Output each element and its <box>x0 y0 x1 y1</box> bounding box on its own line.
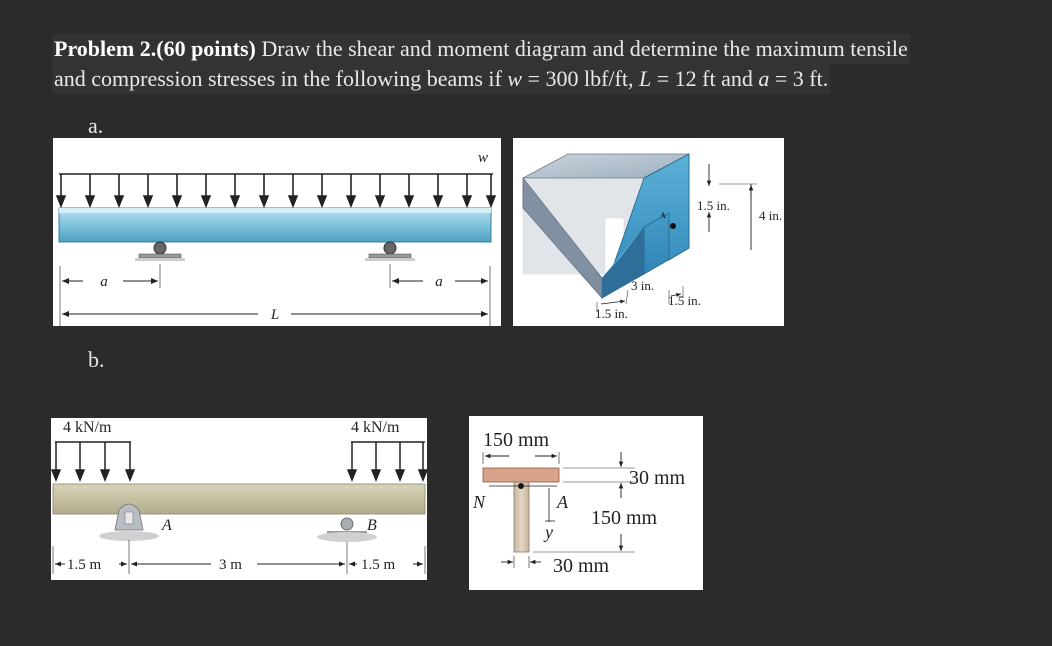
part-a-label: a. <box>88 113 104 138</box>
value-L: = 12 ft and <box>651 66 759 91</box>
dim-flange-thickness: 30 mm <box>629 467 686 489</box>
centroid-y-label: y <box>545 522 553 542</box>
figure-a-section <box>513 138 784 326</box>
figure-b-section <box>469 416 703 590</box>
dim-a-right: a <box>435 274 443 290</box>
roller-support-right <box>365 242 415 261</box>
load-left-label: 4 kN/m <box>63 419 112 436</box>
dim-web-thickness: 30 mm <box>553 555 610 577</box>
dim-height: 4 in. <box>759 208 783 223</box>
figure-b-beam <box>51 418 427 580</box>
dim-b-left: 1.5 m <box>67 557 102 573</box>
dim-b-right: 1.5 m <box>361 557 396 573</box>
load-arrows-right <box>348 442 427 480</box>
problem-statement <box>52 34 992 94</box>
support-A-label: A <box>162 517 172 534</box>
problem-line1-text: Draw the shear and moment diagram and determine the maximum tensile <box>255 36 908 61</box>
var-L: L <box>638 66 652 91</box>
part-b-label: b. <box>88 347 105 372</box>
problem-points: (60 points) <box>156 36 256 61</box>
dim-L: L <box>270 307 280 323</box>
roller-support-left <box>135 242 185 261</box>
problem-line-2 <box>52 64 830 94</box>
value-w: = 300 lbf/ft, <box>522 66 639 91</box>
beam-a <box>59 208 491 242</box>
dim-a-left: a <box>100 274 108 290</box>
var-a: a <box>758 66 770 91</box>
problem-line2-text: and compression stresses in the following beams if <box>54 66 508 91</box>
dim-top-flange: 1.5 in. <box>697 198 730 213</box>
dim-left-web: 1.5 in. <box>595 306 628 321</box>
problem-line-1 <box>52 34 910 64</box>
dim-slot: 3 in. <box>631 278 655 293</box>
dim-web-height: 150 mm <box>591 507 658 529</box>
problem-title: Problem 2. <box>54 36 157 61</box>
point-A-label: A <box>660 211 666 220</box>
value-a: = 3 ft. <box>769 66 829 91</box>
dim-b-mid: 3 m <box>219 557 242 573</box>
dim-right-web: 1.5 in. <box>668 293 701 308</box>
channel-section-3d <box>523 154 689 298</box>
neutral-axis-A: A <box>557 492 568 512</box>
support-B-label: B <box>367 517 377 534</box>
neutral-axis-N: N <box>473 492 486 512</box>
load-arrows-left <box>52 442 134 480</box>
figure-a-beam <box>53 138 501 326</box>
load-w-label: w <box>478 150 489 166</box>
var-w: w <box>507 66 523 91</box>
load-right-label: 4 kN/m <box>351 419 400 436</box>
beam-b <box>53 484 425 514</box>
distributed-load-arrows <box>57 174 495 206</box>
point-A-dot <box>670 223 676 229</box>
dim-flange-width: 150 mm <box>483 429 550 451</box>
